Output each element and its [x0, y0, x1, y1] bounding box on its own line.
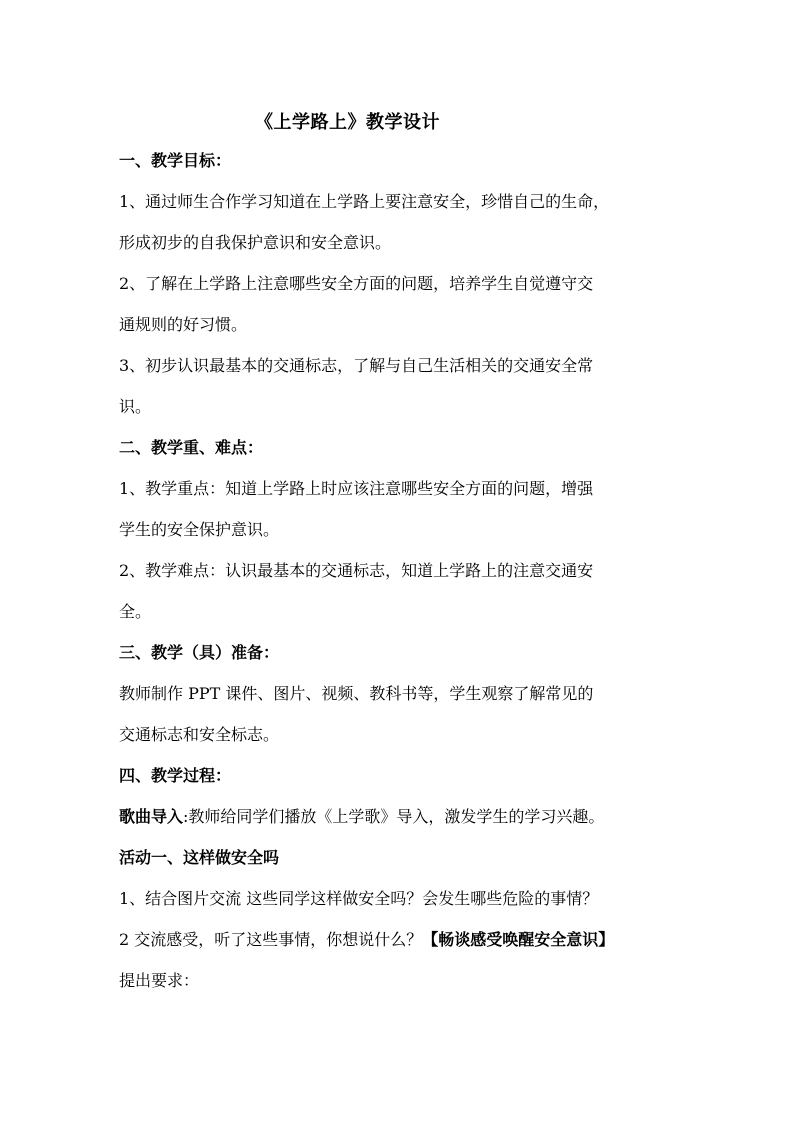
paragraph-line: 3、初步认识最基本的交通标志，了解与自己生活相关的交通安全常: [119, 356, 594, 375]
intro-paragraph: [119, 806, 679, 828]
section-heading-process: 四、教学过程：: [119, 766, 232, 785]
activity-item2-text: 2 交流感受，听了这些事情，你想说什么？: [119, 930, 423, 949]
paragraph-line: 2、教学难点：认识最基本的交通标志，知道上学路上的注意交通安: [119, 561, 594, 580]
section-heading-objectives: 一、教学目标：: [119, 151, 232, 170]
paragraph-line: 通规则的好习惯。: [119, 315, 248, 334]
paragraph-line: 教师制作 PPT 课件、图片、视频、教科书等，学生观察了解常见的: [119, 684, 594, 703]
intro-text: :教师给同学们播放《上学歌》导入，激发学生的学习兴趣。: [183, 807, 605, 826]
paragraph-line: 1、教学重点：知道上学路上时应该注意哪些安全方面的问题，增强: [119, 479, 594, 498]
paragraph-line: 学生的安全保护意识。: [119, 520, 280, 539]
paragraph-line: 2、了解在上学路上注意哪些安全方面的问题，培养学生自觉遵守交: [119, 274, 594, 293]
activity-heading: 活动一、这样做安全吗: [119, 848, 280, 867]
paragraph-line: 1、结合图片交流 这些同学这样做安全吗？会发生哪些危险的事情？: [119, 889, 599, 908]
paragraph-line: 提出要求：: [119, 971, 200, 990]
paragraph-line: 全。: [119, 602, 152, 621]
page-title: 《上学路上》教学设计: [255, 112, 440, 133]
activity-item2-bracket: 【畅谈感受唤醒安全意识】: [422, 930, 615, 949]
intro-label: 歌曲导入: [119, 807, 184, 826]
paragraph-line: 识。: [119, 397, 152, 416]
section-heading-preparation: 三、教学（具）准备：: [119, 643, 280, 662]
paragraph-line: 形成初步的自我保护意识和安全意识。: [119, 233, 392, 252]
section-heading-key-points: 二、教学重、难点：: [119, 438, 264, 457]
paragraph-line: [119, 929, 679, 951]
paragraph-line: 1、通过师生合作学习知道在上学路上要注意安全，珍惜自己的生命，: [119, 192, 610, 211]
paragraph-line: 交通标志和安全标志。: [119, 725, 280, 744]
